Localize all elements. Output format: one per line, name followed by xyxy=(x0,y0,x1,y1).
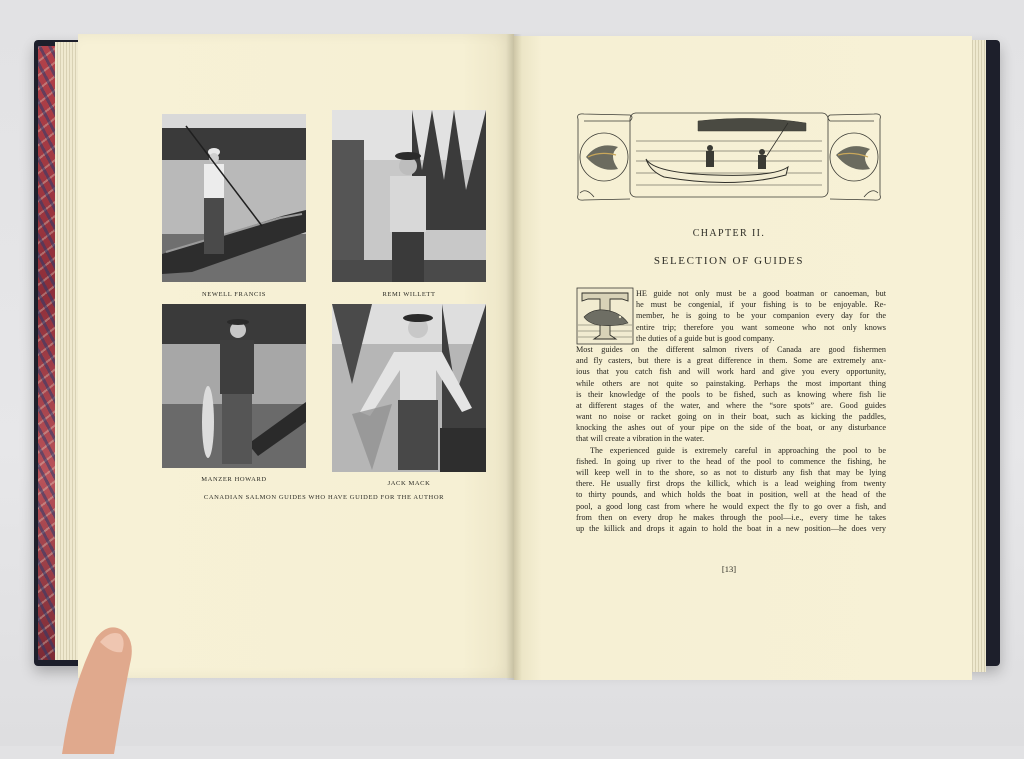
text-line: knocking the ashes out of your pipe on the side of the boat, or any disturbance xyxy=(576,423,886,433)
text-line: want no noise or racket going on in their boat, such as kicking the paddles, xyxy=(576,412,886,422)
text-line: while others are not quite so painstaking. Perhaps the most important thing xyxy=(576,378,886,388)
text-line: from then on every drop he makes through the pool—i.e., every time he takes xyxy=(576,512,886,522)
text-line: The experienced guide is extremely careful in approaching the pool to be xyxy=(590,445,886,455)
text-line: HE guide not only must be a good boatman or canoeman, but xyxy=(636,289,886,298)
text-line: at different stages of the water, and where the “sore spots” are. Good guides xyxy=(576,400,886,410)
caption-jack-mack: JACK MACK xyxy=(387,480,431,487)
photo-remi-willett xyxy=(332,110,486,282)
chapter-body-text xyxy=(576,288,886,534)
text-line: entire trip; therefore you want someone who not only knows xyxy=(636,322,886,332)
text-line: fished. In going up river to the head of the pool to commence the fishing, he xyxy=(576,456,886,466)
caption-remi-willett: REMI WILLETT xyxy=(382,291,436,298)
caption-newell-francis: NEWELL FRANCIS xyxy=(202,291,266,298)
text-line: pool, a good long cast from where he would expect the fly to go over a fish, and xyxy=(576,501,886,511)
book-gutter xyxy=(506,34,522,680)
caption-manzer-howard: MANZER HOWARD xyxy=(201,476,267,483)
text-line: ious that you catch fish and will work hard and give you every opportunity, xyxy=(576,367,886,377)
text-line: that will create a vibration in the water. xyxy=(576,434,705,444)
text-line: Most guides on the different salmon rivers of Canada are good fishermen xyxy=(576,344,886,354)
page-number: [13] xyxy=(721,564,737,574)
text-line: he must be congenial, if your fishing is to be enjoyable. Re- xyxy=(636,300,886,310)
thumb-holding-page xyxy=(52,624,138,754)
photo-manzer-howard xyxy=(162,304,306,468)
text-line: member, he is going to be your companion every day for the xyxy=(636,311,886,321)
plate-caption: CANADIAN SALMON GUIDES WHO HAVE GUIDED FOR THE AUTHOR xyxy=(203,494,445,501)
chapter-header-illustration xyxy=(574,111,884,203)
text-line: up the killick and drops it again to hold the boat in a new position—he does very xyxy=(576,523,886,533)
photo-jack-mack xyxy=(332,304,486,472)
text-line: the duties of a guide but is good company. xyxy=(636,333,775,343)
text-line: will keep well in to the shore, so as not to disturb any fish that may be lying xyxy=(576,468,886,477)
text-line: and fly casters, but there is a great difference in them. Some are extremely anx- xyxy=(576,356,886,366)
chapter-number: CHAPTER II. xyxy=(692,228,766,239)
chapter-title: SELECTION OF GUIDES xyxy=(653,255,805,267)
text-line: is their knowledge of the pools to be fished, such as knowing where fish lie xyxy=(576,389,886,399)
photo-newell-francis xyxy=(162,114,306,282)
text-line: there. He usually first drops the killick, which is a lead weighing from twenty xyxy=(576,479,886,489)
text-line: to thirty pounds, and which holds the boat in position, well at the head of the xyxy=(576,490,886,500)
